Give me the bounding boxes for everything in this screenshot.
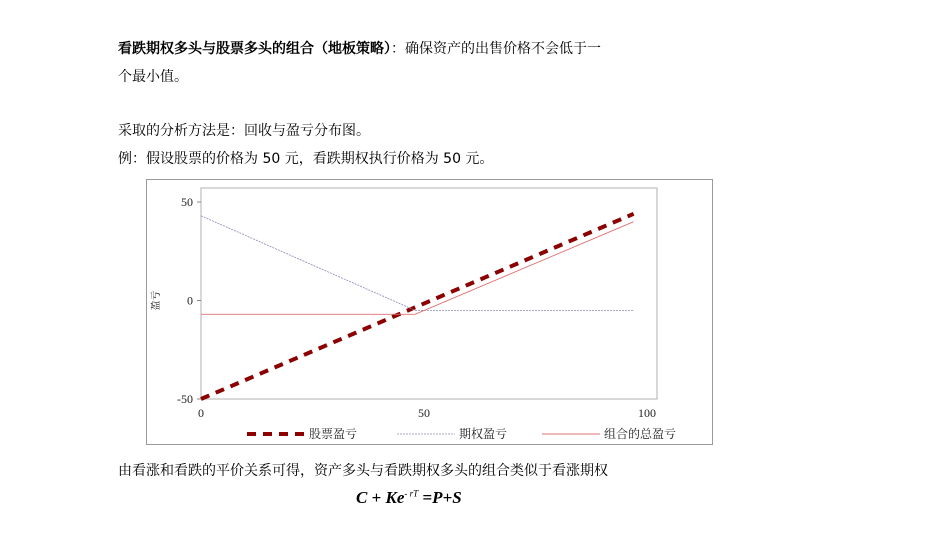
heading-bold-text: 看跌期权多头与股票多头的组合（地板策略） — [118, 41, 391, 57]
x-tick-label: 50 — [418, 406, 430, 420]
formula-ke: Ke — [385, 488, 405, 507]
method-text: 采取的分析方法是：回收与盈亏分布图。 — [118, 123, 370, 139]
legend-label-1: 股票盈亏 — [309, 427, 358, 441]
heading-line-1 — [118, 38, 601, 58]
payoff-chart-svg — [147, 180, 712, 444]
series-line-1 — [201, 214, 634, 399]
legend-label-3: 组合的总盈亏 — [604, 427, 677, 441]
formula-plus: + — [367, 488, 386, 507]
conclusion-text: 由看涨和看跌的平价关系可得，资产多头与看跌期权多头的组合类似于看涨期权 — [118, 463, 608, 479]
put-call-parity-formula — [356, 488, 462, 508]
payoff-chart — [146, 179, 713, 445]
y-tick-label: 50 — [181, 195, 193, 209]
example-text: 例：假设股票的价格为 50 元，看跌期权执行价格为 50 元。 — [118, 151, 494, 167]
formula-equals: = — [418, 488, 433, 507]
formula-exponent: - rT — [404, 488, 419, 499]
series-line-2 — [201, 216, 634, 311]
y-tick-label: -50 — [177, 392, 193, 406]
heading-rest-text: ：确保资产的出售价格不会低于一 — [391, 41, 601, 57]
y-axis-label: 盈亏 — [151, 290, 162, 311]
x-tick-label: 0 — [198, 406, 204, 420]
formula-rhs: P+S — [432, 488, 462, 507]
y-tick-label: 0 — [187, 293, 193, 308]
x-tick-label: 100 — [638, 406, 656, 420]
heading-line-2: 个最小值。 — [118, 69, 188, 85]
legend-label-2: 期权盈亏 — [459, 427, 508, 441]
plot-area-frame — [201, 188, 657, 399]
series-line-3 — [201, 222, 634, 315]
formula-c: C — [356, 488, 368, 507]
